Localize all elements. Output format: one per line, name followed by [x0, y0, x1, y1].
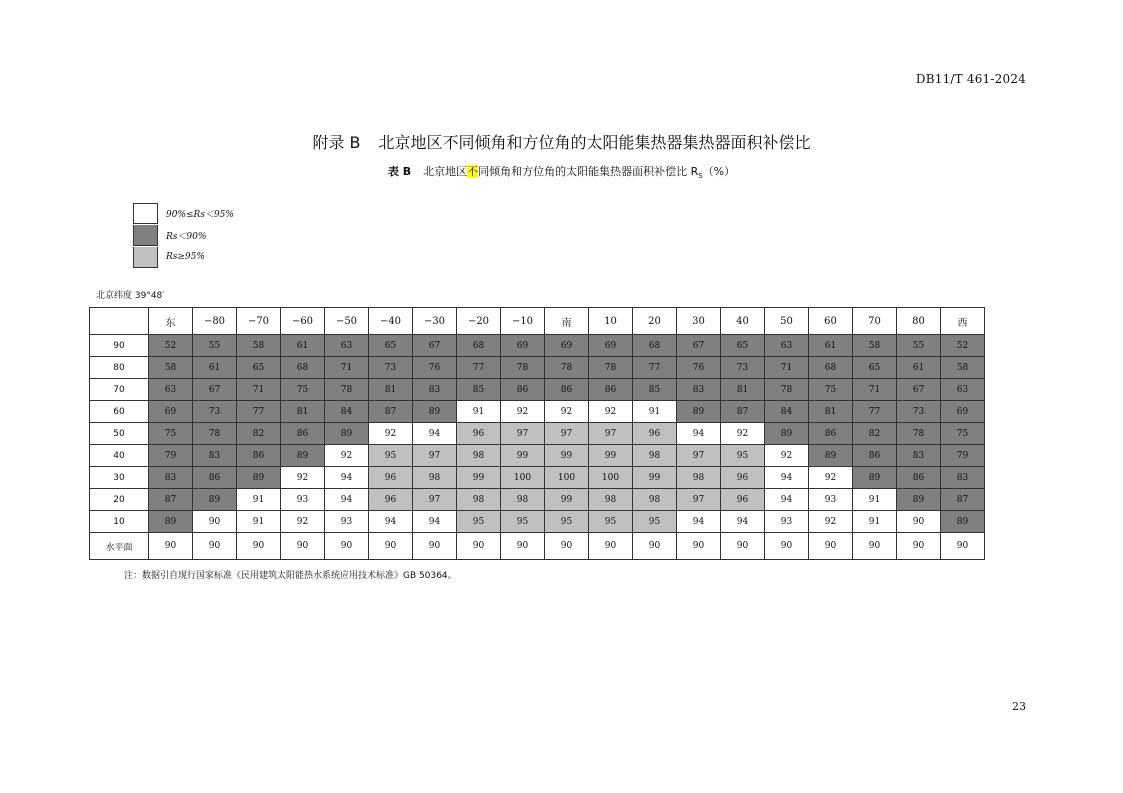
- table-cell: 97: [677, 445, 721, 467]
- table-cell: 81: [281, 401, 325, 423]
- table-cell: 55: [897, 335, 941, 357]
- appendix-title: [0, 130, 1123, 153]
- legend-swatch: [133, 225, 158, 246]
- table-cell: 71: [325, 357, 369, 379]
- table-cell: 93: [325, 511, 369, 533]
- table-title-part-2: 同倾角和方位角的太阳能集热器面积补偿比 R: [478, 165, 699, 178]
- table-cell: 63: [325, 335, 369, 357]
- table-corner: [90, 308, 149, 335]
- table-cell: 95: [721, 445, 765, 467]
- table-cell: 92: [721, 423, 765, 445]
- table-cell: 65: [237, 357, 281, 379]
- table-cell: 90: [589, 533, 633, 560]
- table-cell: 86: [853, 445, 897, 467]
- table-cell: 83: [193, 445, 237, 467]
- table-row: [90, 423, 985, 445]
- table-cell: 90: [325, 533, 369, 560]
- table-cell: 68: [633, 335, 677, 357]
- table-cell: 76: [677, 357, 721, 379]
- legend-text: Rs≥95%: [166, 252, 205, 262]
- table-cell: 92: [765, 445, 809, 467]
- table-cell: 85: [633, 379, 677, 401]
- compensation-ratio-table: [89, 307, 985, 560]
- table-row: [90, 445, 985, 467]
- table-cell: 95: [369, 445, 413, 467]
- table-cell: 86: [501, 379, 545, 401]
- table-cell: 87: [721, 401, 765, 423]
- table-cell: 92: [281, 511, 325, 533]
- table-cell: 68: [457, 335, 501, 357]
- table-cell: 97: [501, 423, 545, 445]
- table-cell: 94: [677, 511, 721, 533]
- table-cell: 67: [193, 379, 237, 401]
- table-cell: 89: [765, 423, 809, 445]
- table-header-row: [90, 308, 985, 335]
- table-cell: 86: [193, 467, 237, 489]
- legend: [133, 202, 234, 268]
- table-cell: 90: [237, 533, 281, 560]
- table-cell: 89: [149, 511, 193, 533]
- table-cell: 96: [369, 489, 413, 511]
- table-cell: 86: [237, 445, 281, 467]
- table-cell: 86: [589, 379, 633, 401]
- table-cell: 97: [545, 423, 589, 445]
- table-cell: 94: [721, 511, 765, 533]
- table-row: [90, 357, 985, 379]
- table-cell: 90: [457, 533, 501, 560]
- table-cell: 63: [941, 379, 985, 401]
- table-row: [90, 379, 985, 401]
- table-cell: 96: [633, 423, 677, 445]
- column-header: 70: [853, 308, 897, 335]
- row-header: 30: [90, 467, 149, 489]
- table-cell: 61: [281, 335, 325, 357]
- row-header: 80: [90, 357, 149, 379]
- table-cell: 61: [897, 357, 941, 379]
- row-header: 10: [90, 511, 149, 533]
- table-cell: 90: [501, 533, 545, 560]
- page-number: 23: [1012, 700, 1026, 713]
- table-cell: 98: [589, 489, 633, 511]
- column-header: −30: [413, 308, 457, 335]
- row-header: 90: [90, 335, 149, 357]
- table-cell: 98: [457, 445, 501, 467]
- table-cell: 92: [809, 511, 853, 533]
- row-header: 70: [90, 379, 149, 401]
- table-cell: 89: [853, 467, 897, 489]
- table-cell: 73: [193, 401, 237, 423]
- legend-text: Rs＜90%: [166, 231, 207, 242]
- table-title: [0, 163, 1123, 180]
- table-cell: 71: [237, 379, 281, 401]
- table-cell: 98: [501, 489, 545, 511]
- table-row: [90, 401, 985, 423]
- table-title-part-1: 北京地区: [423, 165, 468, 178]
- table-cell: 83: [413, 379, 457, 401]
- table-cell: 96: [721, 489, 765, 511]
- table-cell: 65: [369, 335, 413, 357]
- table-cell: 97: [413, 489, 457, 511]
- table-cell: 90: [369, 533, 413, 560]
- row-header: 60: [90, 401, 149, 423]
- table-cell: 81: [721, 379, 765, 401]
- table-cell: 94: [369, 511, 413, 533]
- table-cell: 69: [589, 335, 633, 357]
- table-label: 表 B: [387, 165, 412, 178]
- table-cell: 79: [149, 445, 193, 467]
- table-cell: 100: [589, 467, 633, 489]
- table-cell: 69: [545, 335, 589, 357]
- table-cell: 85: [457, 379, 501, 401]
- table-row: [90, 533, 985, 560]
- table-cell: 58: [149, 357, 193, 379]
- table-cell: 95: [589, 511, 633, 533]
- table-cell: 83: [149, 467, 193, 489]
- table-cell: 67: [413, 335, 457, 357]
- column-header: −50: [325, 308, 369, 335]
- table-cell: 93: [281, 489, 325, 511]
- table-cell: 100: [545, 467, 589, 489]
- table-cell: 75: [149, 423, 193, 445]
- table-cell: 91: [457, 401, 501, 423]
- table-cell: 71: [853, 379, 897, 401]
- legend-text: 90%≤Rs＜95%: [166, 209, 234, 220]
- table-cell: 96: [369, 467, 413, 489]
- table-cell: 90: [897, 511, 941, 533]
- table-cell: 71: [765, 357, 809, 379]
- table-cell: 73: [369, 357, 413, 379]
- table-cell: 81: [369, 379, 413, 401]
- column-header: 40: [721, 308, 765, 335]
- table-title-unit: （%）: [702, 165, 736, 178]
- column-header: 东: [149, 308, 193, 335]
- table-cell: 58: [853, 335, 897, 357]
- table-cell: 95: [501, 511, 545, 533]
- table-cell: 63: [765, 335, 809, 357]
- table-cell: 87: [941, 489, 985, 511]
- table-cell: 91: [633, 401, 677, 423]
- table-cell: 90: [853, 533, 897, 560]
- table-cell: 100: [501, 467, 545, 489]
- table-cell: 86: [897, 467, 941, 489]
- table-cell: 84: [325, 401, 369, 423]
- table-cell: 90: [413, 533, 457, 560]
- table-cell: 75: [281, 379, 325, 401]
- table-cell: 76: [413, 357, 457, 379]
- table-cell: 92: [281, 467, 325, 489]
- table-cell: 77: [457, 357, 501, 379]
- table-cell: 92: [589, 401, 633, 423]
- table-cell: 68: [809, 357, 853, 379]
- table-row: [90, 335, 985, 357]
- table-cell: 94: [325, 489, 369, 511]
- table-cell: 97: [677, 489, 721, 511]
- column-header: 50: [765, 308, 809, 335]
- table-cell: 65: [853, 357, 897, 379]
- table-cell: 84: [765, 401, 809, 423]
- table-cell: 73: [721, 357, 765, 379]
- table-cell: 92: [325, 445, 369, 467]
- table-cell: 89: [941, 511, 985, 533]
- table-cell: 99: [457, 467, 501, 489]
- table-cell: 75: [941, 423, 985, 445]
- table-cell: 86: [281, 423, 325, 445]
- row-header: 40: [90, 445, 149, 467]
- table-cell: 98: [633, 445, 677, 467]
- table-cell: 78: [501, 357, 545, 379]
- column-header: 西: [941, 308, 985, 335]
- table-cell: 78: [897, 423, 941, 445]
- table-cell: 89: [281, 445, 325, 467]
- table-cell: 89: [325, 423, 369, 445]
- table-cell: 93: [809, 489, 853, 511]
- table-cell: 96: [721, 467, 765, 489]
- table-cell: 99: [501, 445, 545, 467]
- table-cell: 89: [193, 489, 237, 511]
- table-row: [90, 511, 985, 533]
- table-cell: 99: [545, 489, 589, 511]
- latitude-label: 北京纬度 39°48′: [96, 291, 165, 301]
- table-cell: 90: [281, 533, 325, 560]
- table-cell: 94: [677, 423, 721, 445]
- table-note: 注：数据引自现行国家标准《民用建筑太阳能热水系统应用技术标准》GB 50364。: [124, 571, 457, 581]
- table-cell: 89: [897, 489, 941, 511]
- table-row: [90, 489, 985, 511]
- table-cell: 90: [677, 533, 721, 560]
- table-cell: 99: [589, 445, 633, 467]
- table-cell: 78: [589, 357, 633, 379]
- table-cell: 92: [501, 401, 545, 423]
- table-cell: 91: [853, 511, 897, 533]
- table-cell: 90: [545, 533, 589, 560]
- column-header: 60: [809, 308, 853, 335]
- table-cell: 67: [897, 379, 941, 401]
- table-cell: 78: [545, 357, 589, 379]
- table-cell: 78: [193, 423, 237, 445]
- legend-item: [133, 224, 234, 246]
- table-cell: 68: [281, 357, 325, 379]
- table-cell: 97: [589, 423, 633, 445]
- table-cell: 90: [765, 533, 809, 560]
- table-cell: 61: [809, 335, 853, 357]
- table-cell: 90: [193, 511, 237, 533]
- column-header: −80: [193, 308, 237, 335]
- table-cell: 75: [809, 379, 853, 401]
- table-cell: 69: [941, 401, 985, 423]
- document-code: DB11/T 461-2024: [915, 72, 1026, 86]
- table-cell: 95: [633, 511, 677, 533]
- table-cell: 58: [941, 357, 985, 379]
- table-cell: 95: [545, 511, 589, 533]
- table-cell: 94: [413, 423, 457, 445]
- column-header: 30: [677, 308, 721, 335]
- table-cell: 92: [809, 467, 853, 489]
- table-cell: 96: [457, 423, 501, 445]
- row-header: 水平面: [90, 533, 149, 560]
- table-cell: 94: [413, 511, 457, 533]
- table-cell: 63: [149, 379, 193, 401]
- table-cell: 91: [237, 511, 281, 533]
- table-cell: 86: [545, 379, 589, 401]
- table-cell: 99: [633, 467, 677, 489]
- table-cell: 77: [633, 357, 677, 379]
- table-cell: 77: [853, 401, 897, 423]
- table-row: [90, 467, 985, 489]
- row-header: 20: [90, 489, 149, 511]
- table-cell: 90: [149, 533, 193, 560]
- table-cell: 52: [149, 335, 193, 357]
- table-cell: 81: [809, 401, 853, 423]
- table-cell: 97: [413, 445, 457, 467]
- column-header: 10: [589, 308, 633, 335]
- table-cell: 89: [413, 401, 457, 423]
- legend-item: [133, 202, 234, 224]
- table-cell: 89: [237, 467, 281, 489]
- table-cell: 69: [149, 401, 193, 423]
- table-cell: 82: [237, 423, 281, 445]
- table-cell: 92: [545, 401, 589, 423]
- table-cell: 79: [941, 445, 985, 467]
- legend-swatch: [133, 247, 158, 268]
- table-cell: 61: [193, 357, 237, 379]
- table-cell: 89: [677, 401, 721, 423]
- table-cell: 90: [897, 533, 941, 560]
- table-cell: 90: [633, 533, 677, 560]
- table-cell: 98: [677, 467, 721, 489]
- table-cell: 98: [457, 489, 501, 511]
- table-cell: 91: [853, 489, 897, 511]
- table-cell: 78: [765, 379, 809, 401]
- column-header: 80: [897, 308, 941, 335]
- table-cell: 92: [369, 423, 413, 445]
- column-header: −70: [237, 308, 281, 335]
- table-title-subscript: S: [698, 172, 703, 181]
- column-header: −40: [369, 308, 413, 335]
- column-header: −60: [281, 308, 325, 335]
- table-cell: 55: [193, 335, 237, 357]
- table-cell: 89: [809, 445, 853, 467]
- table-cell: 90: [809, 533, 853, 560]
- table-cell: 90: [721, 533, 765, 560]
- legend-item: [133, 246, 234, 268]
- table-cell: 95: [457, 511, 501, 533]
- appendix-label: 附录 B: [312, 133, 361, 152]
- table-cell: 73: [897, 401, 941, 423]
- table-cell: 58: [237, 335, 281, 357]
- table-cell: 99: [545, 445, 589, 467]
- table-cell: 93: [765, 511, 809, 533]
- appendix-heading: 北京地区不同倾角和方位角的太阳能集热器集热器面积补偿比: [378, 133, 811, 152]
- table-cell: 67: [677, 335, 721, 357]
- table-cell: 91: [237, 489, 281, 511]
- table-cell: 87: [369, 401, 413, 423]
- table-cell: 78: [325, 379, 369, 401]
- table-cell: 77: [237, 401, 281, 423]
- table-cell: 83: [897, 445, 941, 467]
- table-title-highlight: 不: [467, 165, 479, 178]
- table-cell: 86: [809, 423, 853, 445]
- table-cell: 94: [765, 489, 809, 511]
- table-cell: 82: [853, 423, 897, 445]
- row-header: 50: [90, 423, 149, 445]
- column-header: 20: [633, 308, 677, 335]
- table-cell: 94: [765, 467, 809, 489]
- table-cell: 83: [941, 467, 985, 489]
- table-cell: 52: [941, 335, 985, 357]
- column-header: −10: [501, 308, 545, 335]
- table-cell: 94: [325, 467, 369, 489]
- column-header: 南: [545, 308, 589, 335]
- table-cell: 65: [721, 335, 765, 357]
- column-header: −20: [457, 308, 501, 335]
- table-cell: 98: [413, 467, 457, 489]
- table-cell: 83: [677, 379, 721, 401]
- table-cell: 90: [941, 533, 985, 560]
- table-cell: 87: [149, 489, 193, 511]
- table-cell: 69: [501, 335, 545, 357]
- table-cell: 90: [193, 533, 237, 560]
- legend-swatch: [133, 203, 158, 224]
- table-cell: 98: [633, 489, 677, 511]
